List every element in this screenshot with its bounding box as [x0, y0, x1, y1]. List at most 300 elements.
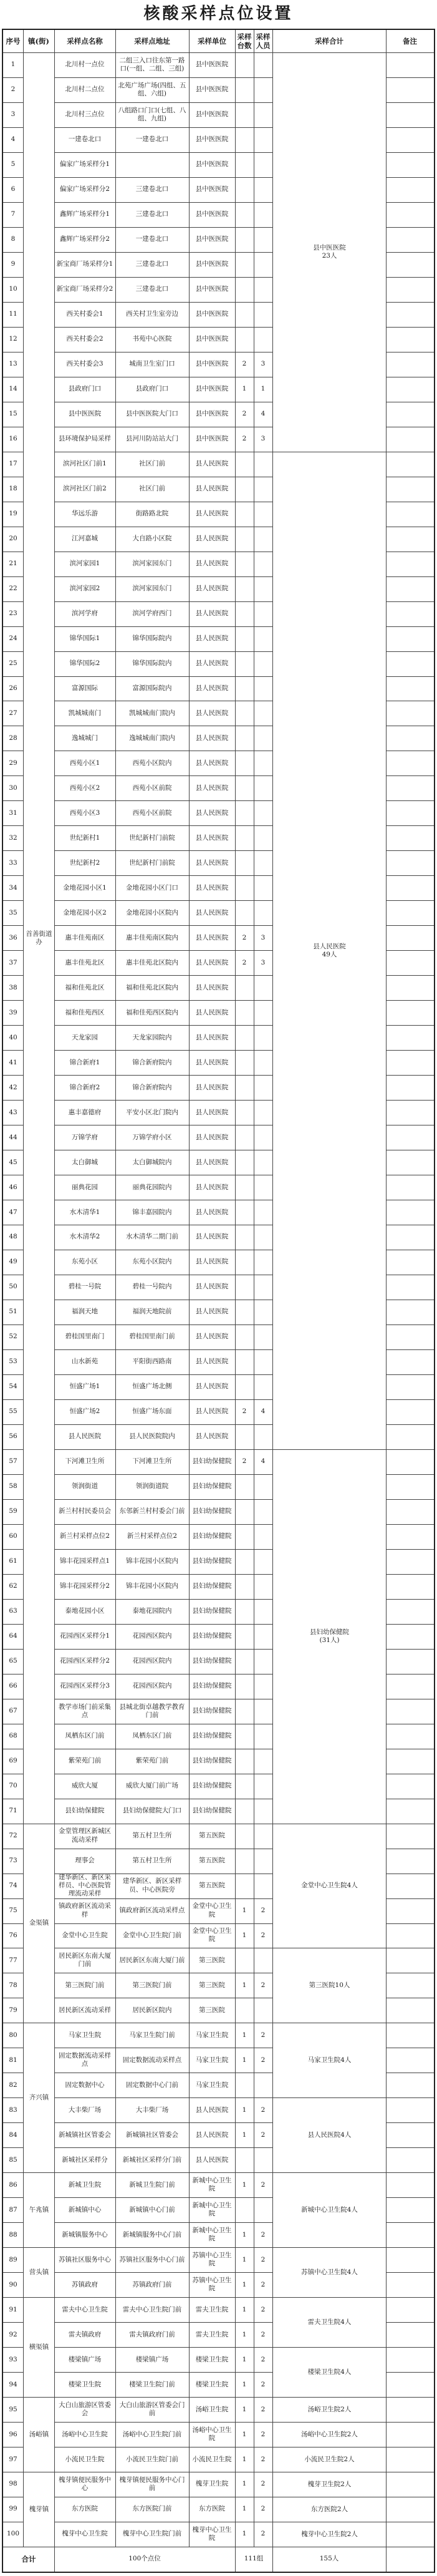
sampling-point-address: 第五村卫生所 — [132, 1856, 172, 1864]
sampling-staff — [254, 1150, 272, 1175]
sampling-point-name: 大丰柴厂场 — [68, 2106, 102, 2114]
sampling-unit: 第五医院 — [199, 1856, 225, 1864]
sampling-staff — [254, 1349, 272, 1374]
sampling-unit: 县人民医院 — [195, 1033, 229, 1041]
sampling-point-name: 偏家广场采样分1 — [59, 160, 110, 168]
sampling-unit: 县妇幼保健院 — [192, 1707, 232, 1715]
sampling-point-address: 小流民卫生院门前 — [126, 2455, 178, 2463]
sampling-point-name: 教学市场门前采集点 — [59, 1703, 111, 1719]
row-number: 26 — [9, 684, 17, 692]
remark-cell — [386, 576, 434, 601]
remark-cell — [386, 277, 434, 302]
remark-cell — [386, 1200, 434, 1225]
sampling-point-address: 雷夫中心卫生院门前 — [122, 2305, 182, 2313]
sampling-point-address: 西苑小区前院 — [132, 809, 172, 817]
sampling-unit: 县中医医院 — [195, 385, 229, 393]
sampling-staff — [254, 1025, 272, 1050]
sampling-staff — [254, 52, 272, 77]
remark-cell — [386, 1225, 434, 1250]
row-number: 47 — [9, 1208, 17, 1216]
row-number: 14 — [9, 385, 17, 393]
sampling-point-name: 新兰村村民委员会 — [59, 1507, 111, 1515]
sampling-point-address: 锦丰花园小区院内 — [126, 1557, 178, 1565]
remark-cell — [386, 775, 434, 800]
sampling-point-name: 汤峪中心卫生院 — [62, 2430, 108, 2438]
sampling-staff: 2 — [261, 2056, 266, 2064]
sampling-tables — [235, 1874, 254, 1898]
sampling-point-name: 山水新苑 — [72, 1358, 98, 1366]
remark-cell — [386, 52, 434, 77]
sampling-tables: 1 — [242, 2405, 247, 2413]
sampling-point-name: 楼梁镇广场 — [68, 2355, 102, 2363]
sampling-tables: 2 — [242, 410, 247, 418]
remark-cell — [386, 1349, 434, 1374]
sampling-staff — [254, 651, 272, 676]
sampling-staff — [254, 327, 272, 352]
sampling-point-address: 西关村卫生室旁边 — [126, 310, 178, 318]
row-number: 91 — [9, 2305, 17, 2313]
sampling-staff: 3 — [261, 435, 266, 443]
sampling-tables — [235, 527, 254, 552]
sampling-unit: 县人民医院 — [195, 734, 229, 742]
remark-cell — [386, 427, 434, 452]
sampling-point-name: 金堂中心卫生院 — [62, 1931, 108, 1939]
sampling-staff — [254, 1874, 272, 1898]
sampling-point-name: 凯城城南门 — [68, 709, 102, 717]
sampling-point-address: 县中医医院大门口 — [126, 410, 178, 418]
sampling-unit: 县人民医院 — [195, 958, 229, 966]
row-number: 95 — [9, 2405, 17, 2413]
sampling-unit: 苏镇中心卫生院 — [192, 2277, 232, 2293]
sampling-unit: 县中医医院 — [195, 61, 229, 69]
row-number: 66 — [9, 1682, 17, 1690]
sampling-staff — [254, 1100, 272, 1125]
sampling-tables — [235, 1799, 254, 1824]
row-number: 76 — [9, 1931, 17, 1939]
row-number: 62 — [9, 1582, 17, 1590]
remark-cell — [386, 1674, 434, 1699]
sampling-point-name: 碧桂国里南门 — [65, 1333, 105, 1341]
sampling-tables — [235, 1948, 254, 1973]
sampling-unit: 县妇幼保健院 — [192, 1757, 232, 1765]
sampling-staff — [254, 1624, 272, 1649]
sampling-staff — [254, 576, 272, 601]
grid-line — [272, 2547, 273, 2572]
row-number: 27 — [9, 709, 17, 717]
remark-cell — [386, 1025, 434, 1050]
sampling-point-name: 鑫辉广场采样分1 — [59, 210, 110, 218]
sampling-point-name: 新城镇服务中心 — [62, 2230, 108, 2238]
remark-cell — [386, 1050, 434, 1075]
sampling-staff: 2 — [261, 2405, 266, 2413]
sampling-staff — [254, 1275, 272, 1300]
sampling-point-address: 楼梁镇广场 — [135, 2355, 169, 2363]
row-number: 89 — [9, 2255, 17, 2263]
sampling-point-name: 新兰村采样点位2 — [59, 1532, 110, 1540]
sampling-point-name: 新城镇中心 — [68, 2205, 102, 2214]
sampling-point-address: 书苑中心医院 — [132, 335, 172, 343]
sampling-point-name: 世纪新村2 — [69, 858, 100, 867]
remark-cell — [386, 2272, 434, 2297]
sampling-unit: 县妇幼保健院 — [192, 1607, 232, 1615]
sampling-point-address: 第五村卫生所 — [132, 1832, 172, 1839]
remark-cell — [386, 1849, 434, 1874]
sampling-unit: 县人民医院 — [195, 659, 229, 667]
sampling-total: 汤峪中心卫生院2人 — [273, 2423, 386, 2447]
grid-line — [54, 30, 55, 2547]
sampling-tables — [235, 227, 254, 252]
row-number: 85 — [9, 2156, 17, 2164]
sampling-point-address: 领润街道院 — [135, 1482, 169, 1490]
row-number: 10 — [9, 285, 17, 293]
sampling-unit: 第五医院 — [199, 1881, 225, 1889]
grid-line — [115, 30, 116, 2547]
sampling-point-address: 县妇幼保健院大门口 — [122, 1807, 182, 1815]
sampling-unit: 县人民医院 — [195, 1008, 229, 1016]
sampling-unit: 县人民医院 — [195, 759, 229, 767]
sampling-total: 县人民医院 49人 — [273, 452, 386, 1449]
sampling-staff: 2 — [261, 2380, 266, 2388]
sampling-tables — [235, 1324, 254, 1349]
sampling-tables — [235, 1599, 254, 1624]
sampling-point-address: 金地花园小区门口 — [126, 883, 178, 892]
column-header: 采样合计 — [315, 36, 343, 46]
sampling-point-name: 恒盛广场1 — [69, 1383, 100, 1391]
remark-cell — [386, 1724, 434, 1749]
sampling-unit: 县中医医院 — [195, 85, 229, 94]
remark-cell — [386, 1499, 434, 1524]
sampling-staff: 2 — [261, 2031, 266, 2039]
remark-cell — [386, 1973, 434, 1998]
sampling-tables — [235, 601, 254, 626]
town-name: 汤峪镇 — [24, 2398, 54, 2472]
sampling-point-name: 新宝商厂场采样分1 — [56, 260, 113, 268]
sampling-point-address: 世纪新村门前院 — [129, 834, 175, 842]
sampling-staff — [254, 900, 272, 925]
sampling-point-name: 一建卷北口 — [68, 135, 102, 143]
sampling-point-address: 福润天地院前 — [132, 1308, 172, 1316]
sampling-unit: 县人民医院 — [195, 535, 229, 543]
sampling-point-address: 建华新区、新区采样员、中心医院旁 — [122, 1877, 182, 1893]
sampling-point-address: 锦华国际院内 — [132, 634, 172, 642]
row-number: 25 — [9, 659, 17, 667]
town-name: 横渠镇 — [24, 2298, 54, 2397]
sampling-points-table — [2, 29, 435, 2573]
sampling-staff — [254, 1175, 272, 1200]
sampling-unit: 县中医医院 — [195, 285, 229, 293]
sampling-point-name: 居民新区东南大厦门前 — [59, 1952, 111, 1968]
sampling-point-address: 花园西区院内 — [132, 1657, 172, 1665]
sampling-point-name: 滨河家园2 — [69, 585, 100, 592]
sampling-total: 汤峪卫生院2人 — [273, 2398, 386, 2422]
row-number: 61 — [9, 1557, 17, 1565]
sampling-tables — [235, 775, 254, 800]
row-number: 90 — [9, 2280, 17, 2288]
sampling-tables: 1 — [242, 2355, 247, 2363]
column-header: 采样台数 — [237, 32, 252, 50]
sampling-tables — [235, 1025, 254, 1050]
remark-cell — [386, 1699, 434, 1724]
sampling-point-address: 槐芽中心卫生院门前 — [122, 2530, 182, 2538]
sampling-tables — [235, 152, 254, 177]
sampling-point-name: 县妇幼保健院 — [65, 1807, 105, 1815]
sampling-unit: 汤峪卫生院 — [195, 2405, 229, 2413]
sampling-staff — [254, 1574, 272, 1599]
row-number: 29 — [9, 759, 17, 767]
remark-cell — [386, 1474, 434, 1499]
sampling-total: 县妇幼保健院 (31人) — [273, 1450, 386, 1824]
row-number: 1 — [11, 61, 16, 69]
sampling-staff: 2 — [261, 2455, 266, 2463]
sampling-unit: 县人民医院 — [195, 1283, 229, 1291]
sampling-unit: 县人民医院 — [195, 883, 229, 892]
sampling-point-address: 城南卫生室门口 — [129, 360, 175, 368]
remark-cell — [386, 2023, 434, 2048]
sampling-point-name: 西苑小区1 — [69, 759, 100, 767]
sampling-staff: 3 — [261, 360, 266, 368]
remark-cell — [386, 925, 434, 950]
sampling-unit: 县人民医院 — [195, 1432, 229, 1441]
sampling-unit: 县中医医院 — [195, 235, 229, 243]
sampling-unit: 金堂中心卫生院 — [192, 1902, 232, 1918]
sampling-staff — [254, 1374, 272, 1399]
sampling-point-address: 万锦学府小区 — [132, 1133, 172, 1141]
grid-line — [272, 30, 273, 2547]
sampling-unit: 县人民医院 — [195, 933, 229, 941]
sampling-unit: 县人民医院 — [195, 1233, 229, 1241]
sampling-tables — [235, 850, 254, 875]
sampling-point-address: 新城镇中心门前 — [129, 2205, 175, 2214]
row-number: 96 — [9, 2430, 17, 2438]
row-number: 22 — [9, 585, 17, 592]
remark-cell — [386, 1300, 434, 1324]
remark-cell — [386, 2447, 434, 2472]
sampling-unit: 东方医院 — [199, 2505, 225, 2513]
remark-cell — [386, 850, 434, 875]
remark-cell — [386, 1898, 434, 1923]
sampling-tables: 1 — [242, 1931, 247, 1939]
column-header: 采样点名称 — [67, 36, 103, 46]
row-number: 11 — [9, 310, 17, 318]
sampling-staff — [254, 302, 272, 327]
sampling-point-address: 滨河家园东门 — [132, 560, 172, 568]
sampling-point-address: 新城镇社区管委会 — [126, 2131, 178, 2139]
sampling-tables — [235, 1000, 254, 1025]
remark-cell — [386, 2397, 434, 2422]
sampling-unit: 县妇幼保健院 — [192, 1732, 232, 1740]
sampling-tables: 1 — [242, 2505, 247, 2513]
sampling-point-address: 逸城城南门院内 — [129, 734, 175, 742]
sampling-point-address: 三建卷北口 — [135, 210, 169, 218]
sampling-point-address: 滨河学府西门 — [132, 609, 172, 617]
sampling-unit: 县人民医院 — [195, 1108, 229, 1116]
sampling-staff: 1 — [261, 385, 266, 393]
sampling-unit: 县中医医院 — [195, 160, 229, 168]
sampling-unit: 楼梁卫生院 — [195, 2380, 229, 2388]
sampling-point-address: 新城社区采样分门前 — [122, 2156, 182, 2164]
sampling-point-address: 西苑小区院内 — [132, 759, 172, 767]
sampling-staff — [254, 825, 272, 850]
sampling-point-address: 一建卷北口 — [135, 235, 169, 243]
sampling-unit: 县妇幼保健院 — [192, 1582, 232, 1590]
remark-cell — [386, 327, 434, 352]
sampling-unit: 新城中心卫生院 — [192, 2202, 232, 2218]
row-number: 40 — [9, 1033, 17, 1041]
sampling-tables — [235, 552, 254, 576]
sampling-tables — [235, 52, 254, 77]
sampling-point-name: 太白御城 — [72, 1158, 98, 1166]
sampling-unit: 县人民医院 — [195, 460, 229, 468]
sampling-point-name: 碧桂一号院 — [68, 1283, 102, 1291]
sampling-point-address: 锦丰花园小区院内 — [126, 1582, 178, 1590]
sampling-unit: 县人民医院 — [195, 1133, 229, 1141]
sampling-point-address: 社区门前 — [139, 485, 165, 493]
row-number: 67 — [9, 1707, 17, 1715]
sampling-unit: 小流民卫生院 — [192, 2455, 232, 2463]
row-number: 6 — [11, 185, 16, 193]
row-number: 3 — [11, 110, 16, 119]
row-number: 59 — [9, 1507, 17, 1515]
remark-cell — [386, 1874, 434, 1898]
sampling-point-name: 北川村一点位 — [65, 61, 105, 69]
sampling-unit: 新城中心卫生院 — [192, 2177, 232, 2193]
sampling-staff — [254, 2197, 272, 2222]
sampling-point-name: 东苑小区 — [72, 1258, 98, 1266]
sampling-tables — [235, 302, 254, 327]
sampling-point-address: 惠丰佳苑南区院内 — [126, 933, 178, 941]
sampling-point-address: 滨河家园东门 — [132, 585, 172, 592]
sampling-point-name: 苏镇社区服务中心 — [59, 2255, 111, 2263]
sampling-staff: 2 — [261, 2180, 266, 2189]
remark-cell — [386, 252, 434, 277]
sampling-tables: 2 — [242, 1407, 247, 1416]
sampling-point-name: 西苑小区3 — [69, 809, 100, 817]
sampling-tables: 1 — [242, 2255, 247, 2263]
sampling-point-name: 大白山旅游区管委会 — [59, 2401, 111, 2418]
sampling-point-address: 锦华国际院内 — [132, 659, 172, 667]
sampling-staff — [254, 701, 272, 726]
sampling-point-address: 金堂中心卫生院门前 — [122, 1931, 182, 1939]
sampling-staff — [254, 1324, 272, 1349]
sampling-staff: 3 — [261, 958, 266, 966]
sampling-point-name: 县人民医院 — [68, 1432, 102, 1441]
sampling-point-name: 滨河学府 — [72, 609, 98, 617]
column-header: 备注 — [403, 36, 417, 46]
sampling-point-name: 县环境保护局采样 — [59, 435, 111, 443]
row-number: 21 — [9, 560, 17, 568]
town-name: 营头镇 — [24, 2248, 54, 2297]
row-number: 41 — [9, 1058, 17, 1066]
sampling-staff — [254, 1799, 272, 1824]
sampling-point-address — [115, 152, 189, 177]
remark-cell — [386, 452, 434, 477]
sampling-point-address: 马家卫生院门前 — [129, 2031, 175, 2039]
sampling-staff — [254, 726, 272, 751]
sampling-unit: 县妇幼保健院 — [192, 1632, 232, 1640]
sampling-tables: 1 — [242, 2180, 247, 2189]
sampling-point-name: 世纪新村1 — [69, 834, 100, 842]
sampling-tables — [235, 2073, 254, 2097]
remark-cell — [386, 1799, 434, 1824]
sampling-tables: 1 — [242, 2131, 247, 2139]
remark-cell — [386, 800, 434, 825]
remark-cell — [386, 2073, 434, 2097]
sampling-tables — [235, 477, 254, 502]
row-number: 34 — [9, 883, 17, 892]
row-number: 13 — [9, 360, 17, 368]
sampling-point-name: 金堂管理区新城区流动采样 — [59, 1827, 111, 1844]
sampling-unit: 新城中心卫生院 — [192, 2227, 232, 2243]
sampling-point-name: 逸城城门 — [72, 734, 98, 742]
sampling-point-name: 万锦学府 — [72, 1133, 98, 1141]
sampling-point-address: 凯城城南门院内 — [129, 709, 175, 717]
sampling-unit: 县人民医院 — [195, 834, 229, 842]
footer-points: 100个点位 — [128, 2555, 161, 2563]
remark-cell — [386, 77, 434, 102]
sampling-tables — [235, 1649, 254, 1674]
remark-cell — [386, 1774, 434, 1799]
sampling-point-address: 锦合新府院内 — [132, 1058, 172, 1066]
sampling-point-name: 威欣大厦 — [72, 1782, 98, 1790]
sampling-unit: 县人民医院 — [195, 983, 229, 991]
sampling-staff — [254, 975, 272, 1000]
sampling-point-address: 新城镇服务中心门前 — [122, 2230, 182, 2238]
remark-cell — [386, 227, 434, 252]
sampling-total: 马家卫生院4人 — [273, 2023, 386, 2097]
row-number: 56 — [9, 1432, 17, 1441]
sampling-tables — [235, 1774, 254, 1799]
sampling-point-address: 北苑广场广场(四组、五组、六组) — [118, 81, 186, 97]
sampling-point-name: 锦丰花园采样点1 — [59, 1557, 110, 1565]
sampling-staff: 2 — [261, 2131, 266, 2139]
sampling-staff — [254, 1050, 272, 1075]
sampling-tables — [235, 576, 254, 601]
row-number: 9 — [11, 260, 16, 268]
grid-line — [189, 30, 190, 2547]
sampling-point-name: 锦合新府1 — [69, 1058, 100, 1066]
remark-cell — [386, 1150, 434, 1175]
sampling-total: 小流民卫生院2人 — [273, 2447, 386, 2472]
sampling-point-name: 锦华国际2 — [69, 659, 100, 667]
sampling-staff — [254, 1849, 272, 1874]
sampling-unit: 雷夫卫生院 — [195, 2305, 229, 2313]
sampling-tables — [235, 1524, 254, 1549]
sampling-point-name: 楼梁卫生院 — [68, 2380, 102, 2388]
sampling-point-name: 锦合新府2 — [69, 1083, 100, 1091]
sampling-point-name: 第三医院门前 — [65, 1981, 105, 1989]
row-number: 50 — [9, 1283, 17, 1291]
sampling-total: 金堂中心卫生院4人 — [273, 1824, 386, 1948]
sampling-staff — [254, 1599, 272, 1624]
grid-line — [235, 30, 236, 2547]
sampling-tables — [235, 1699, 254, 1724]
sampling-point-name: 丽典花园 — [72, 1183, 98, 1191]
sampling-point-name: 新宝商厂场采样分2 — [56, 285, 113, 293]
remark-cell — [386, 1749, 434, 1774]
sampling-staff — [254, 1824, 272, 1849]
sampling-unit: 县中医医院 — [195, 135, 229, 143]
sampling-tables — [235, 676, 254, 701]
sampling-staff — [254, 2073, 272, 2097]
sampling-point-address: 丽典花园院内 — [132, 1183, 172, 1191]
sampling-point-name: 花园西区采样分2 — [59, 1657, 110, 1665]
sampling-unit: 县人民医院 — [195, 585, 229, 592]
column-header: 镇(街) — [28, 36, 49, 46]
sampling-tables — [235, 2147, 254, 2172]
row-number: 68 — [9, 1732, 17, 1740]
sampling-point-name: 偏家广场采样分2 — [59, 185, 110, 193]
sampling-tables — [235, 102, 254, 127]
